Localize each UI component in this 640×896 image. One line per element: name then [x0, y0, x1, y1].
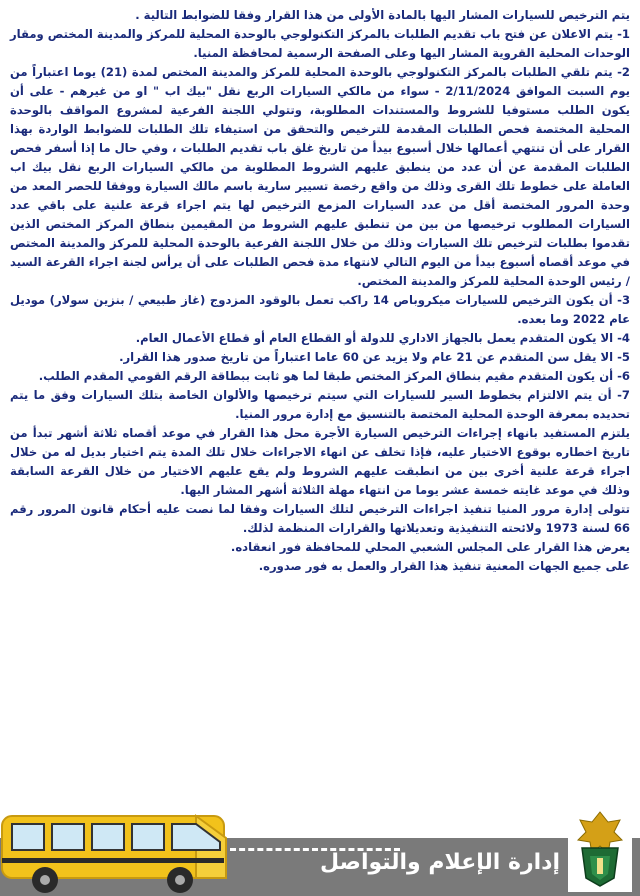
clause-1: 1- يتم الاعلان عن فتح باب تقديم الطلبات بالمركز التكنولوجي بالوحدة المحلية للمركز والمدينة المختص ومقار الوحدات المحلية القروية المشار اليها وعلى الصفحة الرسمية لمحافظة المنيا. [10, 27, 630, 60]
clause-6: 6- أن يكون المتقدم مقيم بنطاق المركز المختص طبقا لما هو ثابت ببطاقة الرقم القومي المقدم الطلب. [38, 369, 630, 383]
council-paragraph: يعرض هذا القرار على المجلس الشعبي المحلي للمحافظة فور انعقاده. [230, 540, 630, 554]
bus-icon [0, 798, 230, 896]
traffic-paragraph: تتولى إدارة مرور المنيا تنفيذ اجراءات الترخيص لتلك السيارات وفقا لما نصت عليه أحكام قانون المرور رقم 66 لسنة 1973 ولائحته التنفيذية وتعديلاتها والقرارات المنظمة لذلك. [10, 502, 630, 535]
execution-paragraph: على جميع الجهات المعنية تنفيذ هذا القرار والعمل به فور صدوره. [258, 559, 630, 573]
governorate-emblem-icon [568, 808, 632, 892]
clause-4: 4- الا يكون المتقدم يعمل بالجهاز الاداري للدولة أو القطاع العام أو قطاع الأعمال العام. [135, 331, 630, 345]
clause-5: 5- الا يقل سن المتقدم عن 21 عام ولا يزيد عن 60 عاما اعتباراً من تاريخ صدور هذا القرار. [119, 350, 630, 364]
clause-2: 2- يتم تلقي الطلبات بالمركز التكنولوجي بالوحدة المحلية للمركز والمدينة المختص لمدة (21) يوما اعتباراً من يوم السبت الموافق 2/11/2024 - سواء من مالكي السيارات الربع نقل "بيك اب " او من غيرهم - على أن يكون الطلب مستوفيا للشروط والمستندات المطلوبة، وتتولي اللجنة الفرعية لمشروع المواقف بالوحدة المحلية المختصة فحص الطلبات المقدمة للترخيص والتحقق من استيفاء تلك الطلبات للضوابط الواردة بهذا القرار على أن تنتهي أعمالها خلال أسبوع بيدأ من تاريخ غلق باب تقديم الطلبات ، وفي حال ما إذا أسفر فحص الطلبات المقدمة عن أن عدد من ينطبق عليهم الشروط المطلوبة من مالكي السيارات الربع نقل بيك اب العاملة على خطوط تلك القرى وذلك من واقع رخصة تسيير سارية باسم مالك السيارة ووفقا للحصر المعد من وحدة المرور المختصة أقل من عدد السيارات المزمع الترخيص لها يتم اجراء قرعة علنية على باقي عدد السيارات المطلوب ترخيصها من بين من تنطبق عليهم الشروط من المقيمين بنطاق المركز المختص الذين تقدموا بطلبات لترخيص تلك السيارات وذلك من خلال اللجنة الفرعية بالوحدة المحلية للمركز والمدينة المختص في موعد أقصاه أسبوع بيدأ من اليوم التالي لانتهاء مدة فحص الطلبات على أن يرأس لجنة اجراء القرعة السيد / رئيس الوحدة المحلية للمركز والمدينة المختص. [10, 65, 630, 288]
clause-7: 7- أن يتم الالتزام بخطوط السير للسيارات التي سيتم ترخيصها والألوان الخاصة بتلك السيارات وفق ما يتم تحديده بمعرفة الوحدة المحلية المختصة بالتنسيق مع إدارة مرور المنيا. [10, 388, 630, 421]
obligation-paragraph: يلتزم المستفيد بانهاء إجراءات الترخيص السيارة الأجرة محل هذا القرار في موعد أقصاه ثلاثة أشهر تبدأ من تاريخ اخطاره بوقوع الاختيار عليه، فإذا تخلف عن انهاء الاجراءات خلال تلك المدة يتم اختيار بديل له من خلال اجراء قرعة علنية أخرى بين من انطبقت عليهم الشروط ولم يقع عليهم الاختيار من خلال القرعة السابقة وذلك في موعد غايته خمسة عشر يوما من انتهاء مهلة الثلاثة أشهر المشار اليها. [10, 426, 630, 497]
clause-3: 3- أن يكون الترخيص للسيارات ميكروباص 14 راكب تعمل بالوقود المزدوج (غاز طبيعي / بنزين سولار) موديل عام 2022 وما بعده. [10, 293, 631, 326]
intro-paragraph: يتم الترخيص للسيارات المشار اليها بالمادة الأولى من هذا القرار وفقا للضوابط التالية . [135, 8, 630, 22]
footer-title: إدارة الإعلام والتواصل [320, 850, 560, 875]
